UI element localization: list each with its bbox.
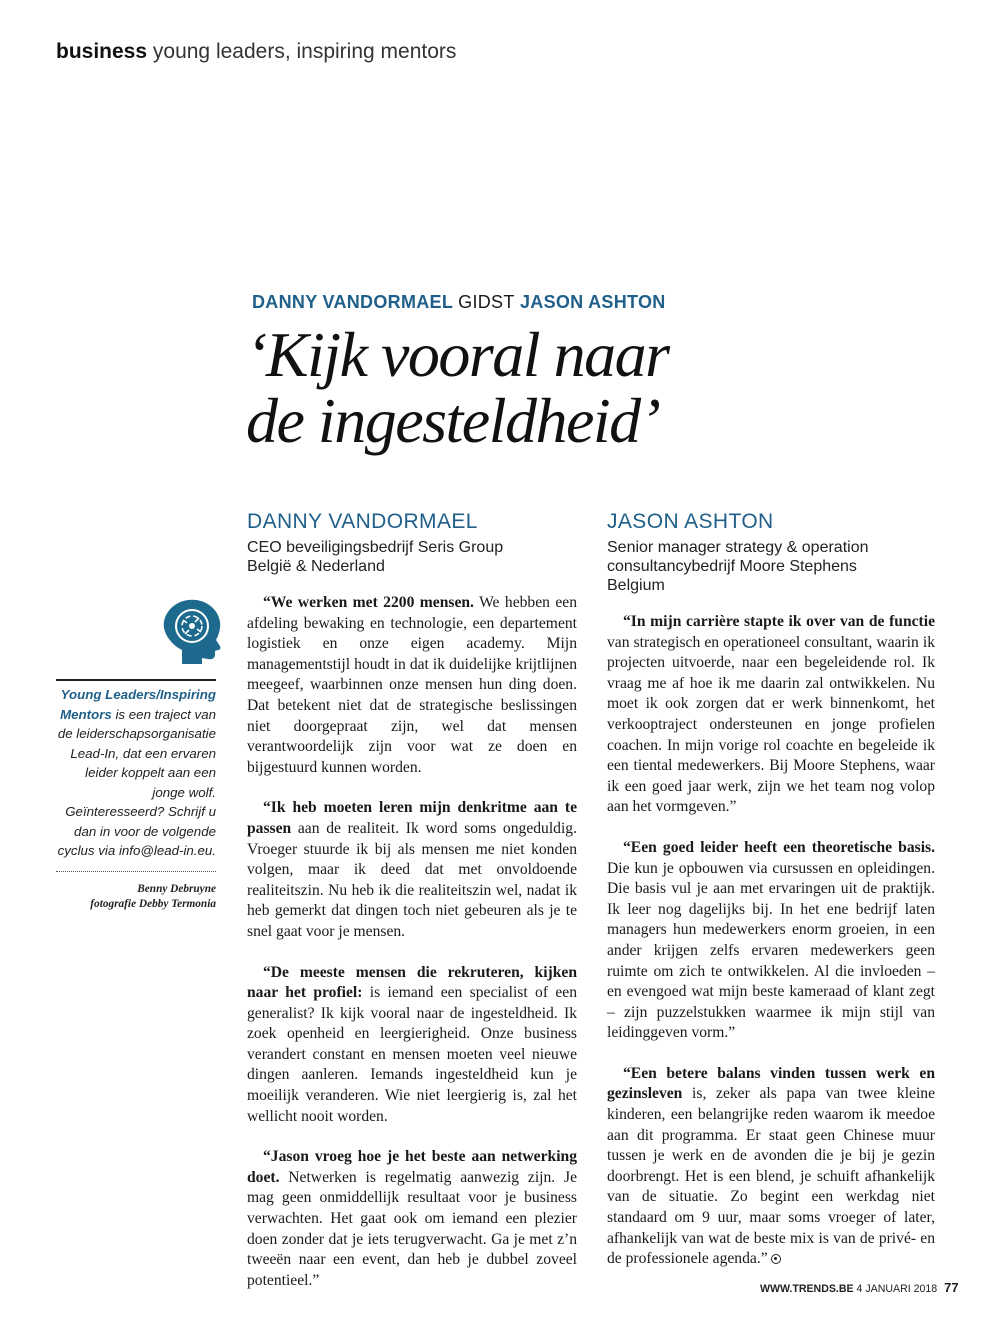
page-footer <box>760 1280 959 1295</box>
footer-date: 4 JANUARI 2018 <box>856 1283 938 1295</box>
article-kicker <box>252 292 666 313</box>
credits <box>56 882 216 912</box>
kicker-mentor: DANNY VANDORMAEL <box>252 292 453 312</box>
paragraph-lead: “Jason vroeg hoe je het beste aan netwerking doet. <box>247 1148 577 1186</box>
paragraph-text: aan de realiteit. Ik word soms ongeduldig. Vroeger stuurde ik bij als mensen me niet konden volgen, maar ik deed dat met onvoldoende realiteitszin. Nu heb ik die realiteitszin wel, nadat ik heb gemerkt dat dingen toch niet gebeuren als je te snel gaat voor je mensen. <box>247 819 577 940</box>
paragraph <box>607 612 935 818</box>
paragraph-lead: “Een goed leider heeft een theoretische basis. <box>623 838 935 856</box>
left-column-body <box>247 593 577 1311</box>
end-of-article-icon <box>771 1254 781 1264</box>
mentee-role-line-2: consultancybedrijf Moore Stephens <box>607 558 857 575</box>
mentee-role-line-1: Senior manager strategy & operation <box>607 539 869 556</box>
paragraph-lead: “Een betere balans vinden tussen werk en gezinsleven <box>607 1064 935 1103</box>
paragraph <box>607 838 935 1044</box>
paragraph <box>247 1147 577 1291</box>
mentor-role-line-1: CEO beveiligingsbedrijf Seris Group <box>247 539 504 556</box>
mentor-name: DANNY VANDORMAEL <box>247 510 478 533</box>
paragraph <box>247 593 577 778</box>
paragraph <box>247 963 577 1128</box>
photo-credit: fotografie Debby Termonia <box>90 897 216 910</box>
sidebar-box <box>56 679 216 912</box>
right-column-header <box>607 510 937 595</box>
paragraph-text: is iemand een specialist of een generalist? Ik kijk vooral naar de ingesteldheid. Ik zoek openheid en leergierigheid. Onze business verandert constant en mensen moeten veel nieuwe dingen aanleren. Iemands ingesteldheid kun je moeilijk veranderen. Wie niet leergierig is, zal het wellicht nooit worden. <box>247 984 577 1125</box>
paragraph-text: We hebben een afdeling bewaking en technologie, een departement logistiek en onze eigen academy. Mijn managementstijl houdt in dat ik duidelijke krijtlijnen meegeef, waarbinnen onze mensen hun ding doen. Dat betekent niet dat de strategische beslissingen niet doorgepraat zijn, wel dat mensen verantwoordelijk zijn voor wat ze doen en bijgestuurd kunnen worden. <box>247 594 577 776</box>
kicker-mentee: JASON ASHTON <box>519 292 666 312</box>
paragraph-lead: “Ik heb moeten leren mijn denkritme aan te passen <box>247 799 577 837</box>
author-credit: Benny Debruyne <box>137 882 216 895</box>
right-column-body <box>607 612 935 1290</box>
head-profile-icon <box>152 590 230 668</box>
left-column-header <box>247 510 567 576</box>
headline-line-2: de ingesteldheid’ <box>246 385 660 456</box>
article-headline <box>246 319 966 456</box>
paragraph-text: Netwerken is regelmatig aanwezig zijn. Je mag geen onmiddellijk resultaat voor je business verwachten. Het gaat ook om iemand een plezier doen zonder dat je iets terugverwacht. Ga je met z’n tweeën naar een event, dan heb je dubbel zoveel potentieel.” <box>247 1168 577 1289</box>
page-number: 77 <box>944 1280 959 1295</box>
paragraph-lead: “In mijn carrière stapte ik over van de functie <box>623 613 935 630</box>
program-name: Young Leaders/Inspiring Mentors <box>60 687 216 722</box>
paragraph-text: is, zeker als papa van twee kleine kinderen, een belangrijke reden waarom ik meedoe aan dit programma. Er staat geen Chinese muur tussen je werk en de avonden die je bij je gezin doorbrengt. Het is een blend, je schuift afhankelijk van de situatie. Zo begint een werkdag niet standaard om 9 uur, maar soms vroeger of later, afhankelijk van wat de beste mix is van de privé- en de professionele agenda.” <box>607 1085 935 1268</box>
kicker-verb: GIDST <box>458 292 515 312</box>
paragraph <box>247 798 577 942</box>
paragraph-text: van strategisch en operationeel consultant, waarin ik projecten uitvoerde, naar een begeleidende rol. Ik vraag me af hoe ik me daarin zal ontwikkelen. Nu moet ik ook zorgen dat er werk binnenkomt, het verkooptraject ondersteunen en jonge profielen coachen. In mijn vorige rol coachte en begeleide ik een tiental medewerkers. Bij Moore Stephens, waar ik een goed jaar werk, zijn we het team nog volop aan het vormgeven.” <box>607 633 935 816</box>
mentee-name: JASON ASHTON <box>607 510 774 533</box>
headline-line-1: ‘Kijk vooral naar <box>246 319 669 390</box>
paragraph <box>607 1064 935 1270</box>
program-description: is een traject van de leiderschapsorganisatie Lead-In, dat een ervaren leider koppelt aan een jonge wolf. Geïnteresseerd? Schrijf u dan in voor de volgende cyclus via info@lead-in.eu. <box>57 706 216 858</box>
paragraph-text: Die kun je opbouwen via cursussen en opleidingen. Die basis vul je aan met ervaringen uit de praktijk. Ik leer nog dagelijks bij. In het ene bedrijf laten managers hun medewerkers enorm groeien, in een ander krijgen zelfs ervaren medewerkers geen ruimte om zich te ontwikkelen. Al die invloeden – en evengoed wat mijn beste kameraad of klant zegt – zijn puzzelstukken waarmee ik mijn stijl van leidinggeven vorm.” <box>607 859 935 1042</box>
paragraph-lead: “We werken met 2200 mensen. <box>263 594 474 611</box>
sidebar-blurb <box>56 685 216 872</box>
footer-site: WWW.TRENDS.BE <box>760 1283 854 1295</box>
mentee-role-line-3: Belgium <box>607 577 665 594</box>
mentor-role-line-2: België & Nederland <box>247 558 385 575</box>
section-subtitle: young leaders, inspiring mentors <box>152 40 457 63</box>
section-header <box>56 40 456 64</box>
paragraph-lead: “De meeste mensen die rekruteren, kijken naar het profiel: <box>247 963 577 1002</box>
section-name: business <box>56 40 148 63</box>
